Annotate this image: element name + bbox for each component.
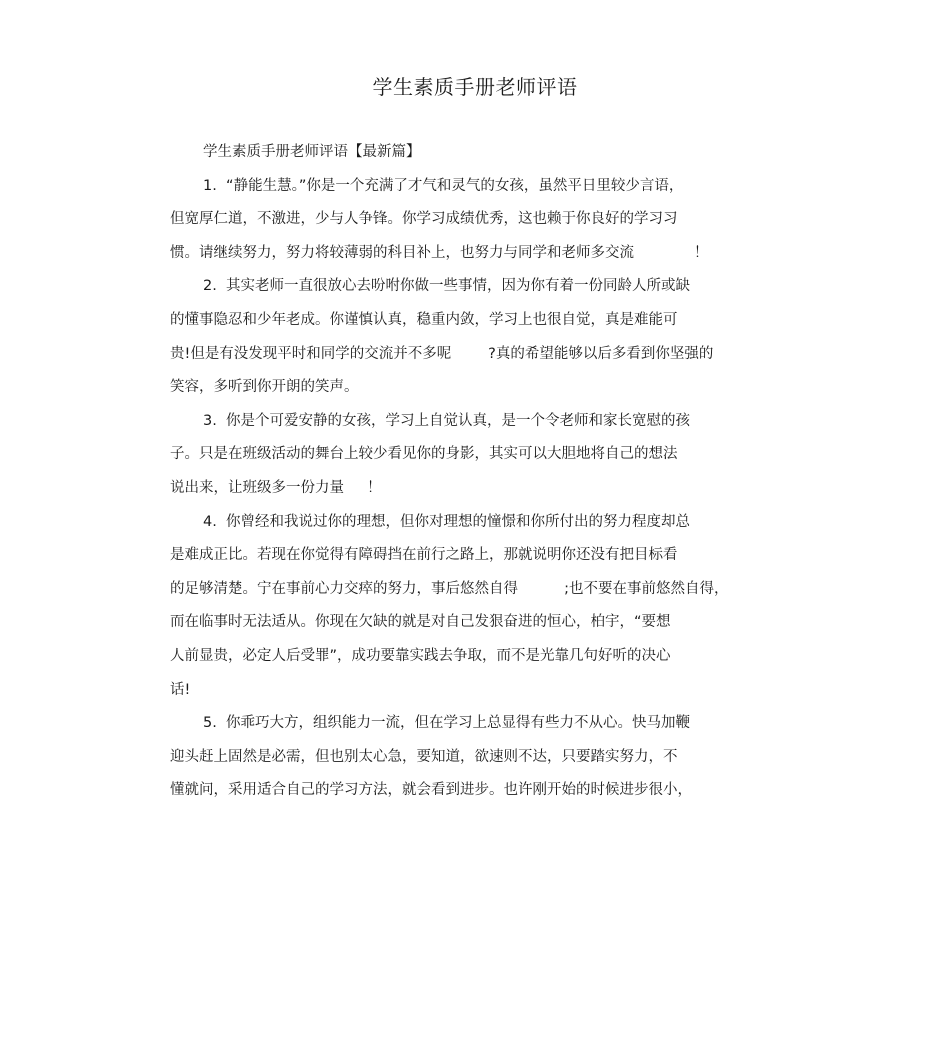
paragraph-first-line: 3. 你是个可爱安静的女孩，学习上自觉认真，是一个令老师和家长宽慰的孩 [203, 412, 691, 429]
paragraph-first-line: 学生素质手册老师评语【最新篇】 [203, 144, 421, 160]
paragraph-line: 迎头赶上固然是必需，但也别太心急，要知道，欲速则不达，只要踏实努力，不 [170, 748, 678, 765]
paragraph-line: 懂就问，采用适合自己的学习方法，就会看到进步。也许刚开始的时候进步很小， [170, 782, 692, 799]
paragraph-line: 话! [170, 681, 191, 698]
paragraph-line: 贵!但是有没发现平时和同学的交流并不多呢 ?真的希望能够以后多看到你坚强的 [170, 345, 714, 362]
paragraph-first-line: 1. “静能生慧。”你是一个充满了才气和灵气的女孩，虽然平日里较少言语， [203, 177, 684, 194]
paragraph-line: 而在临事时无法适从。你现在欠缺的就是对自己发狠奋进的恒心，柏宇，“要想 [170, 614, 671, 631]
paragraph-line: 人前显贵，必定人后受罪”，成功要靠实践去争取，而不是光靠几句好听的决心 [170, 647, 671, 664]
paragraph-line: 但宽厚仁道，不激进，少与人争锋。你学习成绩优秀，这也赖于你良好的学习习 [170, 211, 678, 228]
paragraph-line: 笑容，多听到你开朗的笑声。 [170, 379, 359, 396]
paragraph-line: 子。只是在班级活动的舞台上较少看见你的身影，其实可以大胆地将自己的想法 [170, 446, 678, 463]
paragraph-line: 说出来，让班级多一份力量 ！ [170, 479, 382, 496]
paragraph-line: 的足够清楚。宁在事前心力交瘁的努力，事后悠然自得 ;也不要在事前悠然自得， [170, 580, 729, 597]
paragraph-line: 惯。请继续努力，努力将较薄弱的科目补上，也努力与同学和老师多交流 ！ [170, 244, 709, 261]
paragraph-line: 的懂事隐忍和少年老成。你谨慎认真，稳重内敛，学习上也很自觉，真是难能可 [170, 311, 678, 328]
paragraph-first-line: 2. 其实老师一直很放心去吩咐你做一些事情，因为你有着一份同龄人所或缺 [203, 278, 691, 295]
paragraph-line: 是难成正比。若现在你觉得有障碍挡在前行之路上，那就说明你还没有把目标看 [170, 547, 678, 564]
document-title: 学生素质手册老师评语 [372, 75, 578, 99]
paragraph-first-line: 4. 你曾经和我说过你的理想，但你对理想的憧憬和你所付出的努力程度却总 [203, 513, 691, 530]
document-body [170, 136, 770, 808]
paragraph-first-line: 5. 你乖巧大方，组织能力一流，但在学习上总显得有些力不从心。快马加鞭 [203, 715, 691, 732]
